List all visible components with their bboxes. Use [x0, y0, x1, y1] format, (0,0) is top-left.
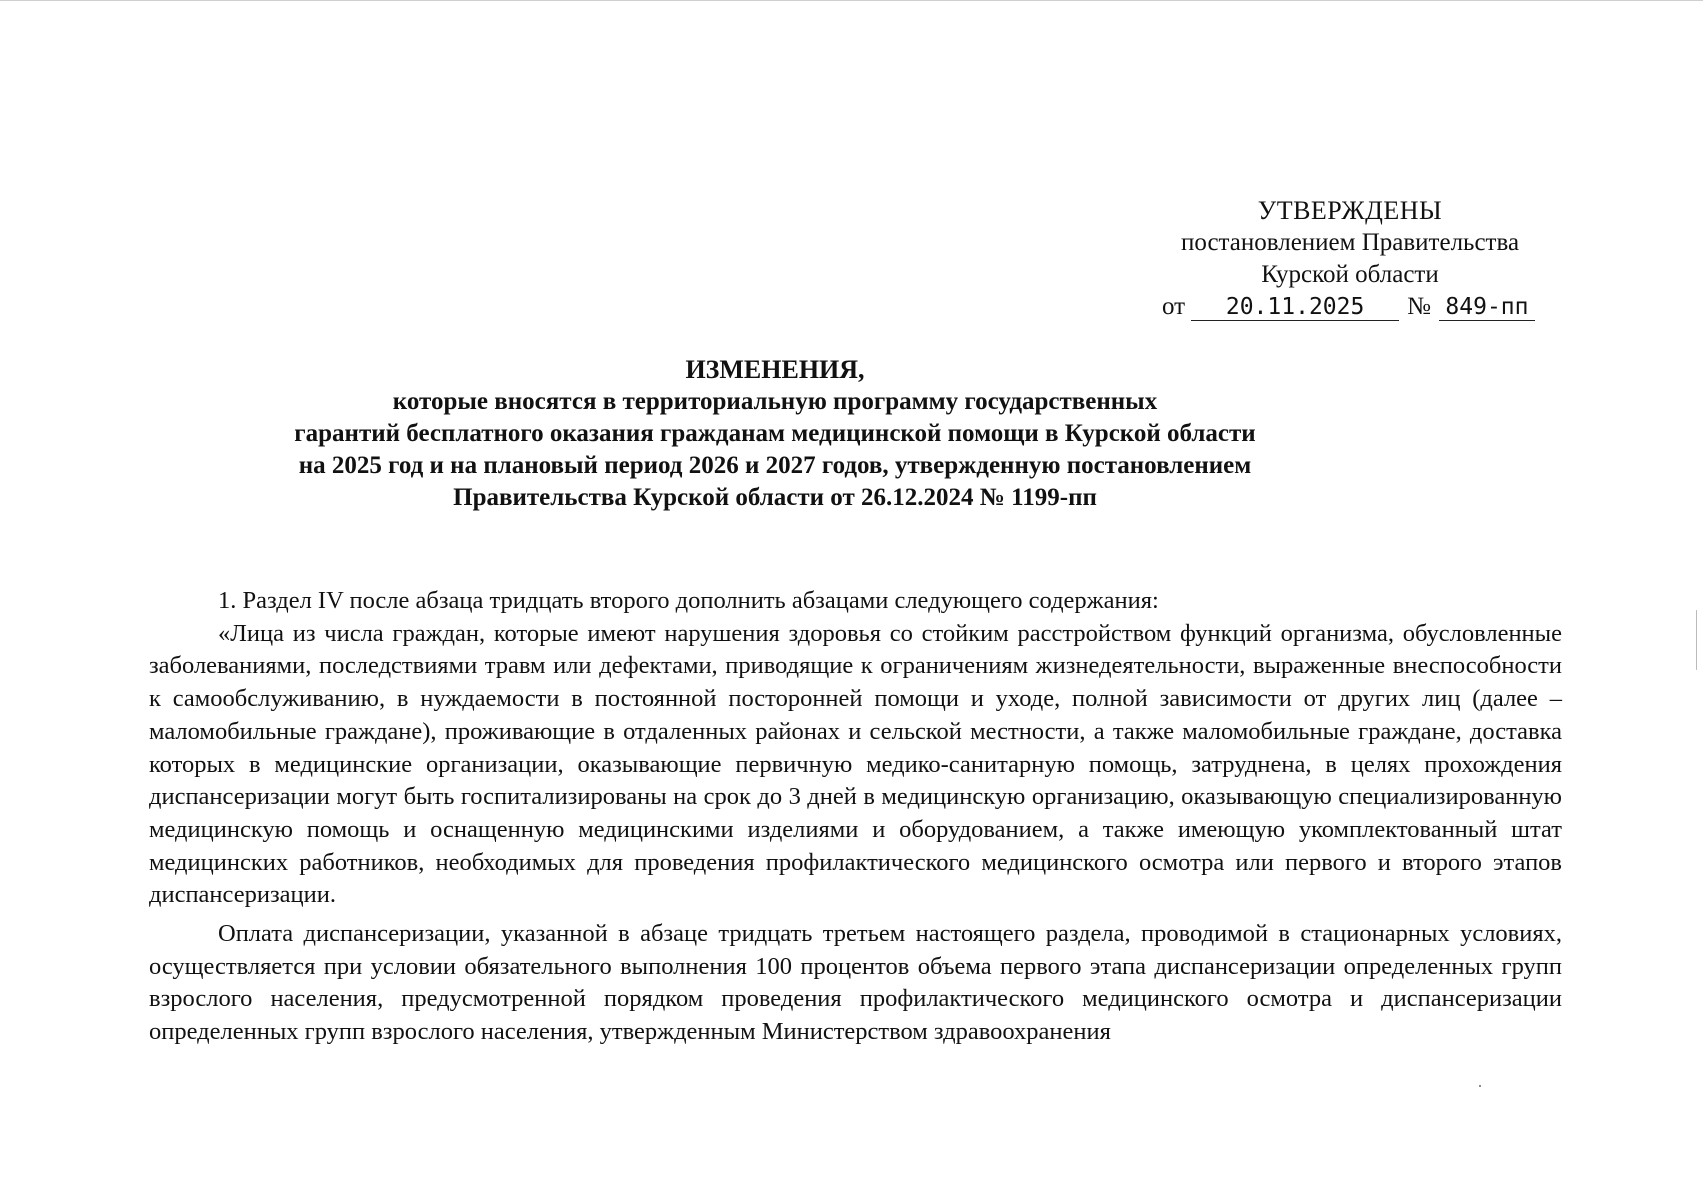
- document-body: [149, 585, 1562, 1049]
- approval-authority-line1: постановлением Правительства: [1180, 229, 1520, 256]
- heading-line-1: которые вносятся в территориальную программу государственных: [392, 388, 1158, 415]
- number-sign: №: [1407, 293, 1431, 320]
- approval-title: УТВЕРЖДЕНЫ: [1257, 196, 1443, 225]
- item-1: 1. Раздел IV после абзаца тридцать второго дополнить абзацами следующего содержания:: [218, 587, 1159, 614]
- date-prefix: от: [1162, 293, 1186, 320]
- heading-title: ИЗМЕНЕНИЯ,: [685, 355, 865, 384]
- decree-number-field: 849-пп: [1439, 294, 1535, 321]
- approval-authority-line2: Курской области: [1261, 261, 1439, 288]
- paragraph-1: «Лица из числа граждан, которые имеют нарушения здоровья со стойким расстройством функций организма, обусловленные заболеваниями, последствиями травм или дефектами, приводящие к ограничениям жизнедеятельности, выраженные внеспособности к самообслуживанию, в нуждаемости в постоянной посторонней помощи и уходе, полной зависимости от других лиц (далее – маломобильные граждане), проживающие в отдаленных районах и сельской местности, а также маломобильные граждане, доставка которых в медицинские организации, оказывающие первичную медико-санитарную помощь, затруднена, в целях прохождения диспансеризации могут быть госпитализированы на срок до 3 дней в медицинскую организацию, оказывающую специализированную медицинскую помощь и оснащенную медицинскими изделиями и оборудованием, а также имеющую укомплектованный штат медицинских работников, необходимых для проведения профилактического медицинского осмотра или первого и второго этапов диспансеризации.: [149, 619, 1562, 909]
- decree-reference: [1162, 293, 1535, 321]
- scan-speck: [1479, 1085, 1481, 1087]
- decree-date-field: 20.11.2025: [1191, 294, 1399, 321]
- paragraph-2: Оплата диспансеризации, указанной в абзаце тридцать третьем настоящего раздела, проводимой в стационарных условиях, осуществляется при условии обязательного выполнения 100 процентов объема первого этапа диспансеризации определенных групп взрослого населения, предусмотренной порядком проведения профилактического медицинского осмотра и диспансеризации определенных групп взрослого населения, утвержденным Министерством здравоохранения: [149, 920, 1562, 1046]
- approval-block: [1150, 195, 1550, 291]
- heading-line-4: Правительства Курской области от 26.12.2024 № 1199-пп: [453, 484, 1097, 511]
- heading-line-3: на 2025 год и на плановый период 2026 и 2027 годов, утвержденную постановлением: [298, 452, 1252, 479]
- document-heading: [150, 354, 1550, 514]
- scan-edge-mark: [1696, 610, 1697, 670]
- heading-line-2: гарантий бесплатного оказания гражданам медицинской помощи в Курской области: [294, 420, 1256, 447]
